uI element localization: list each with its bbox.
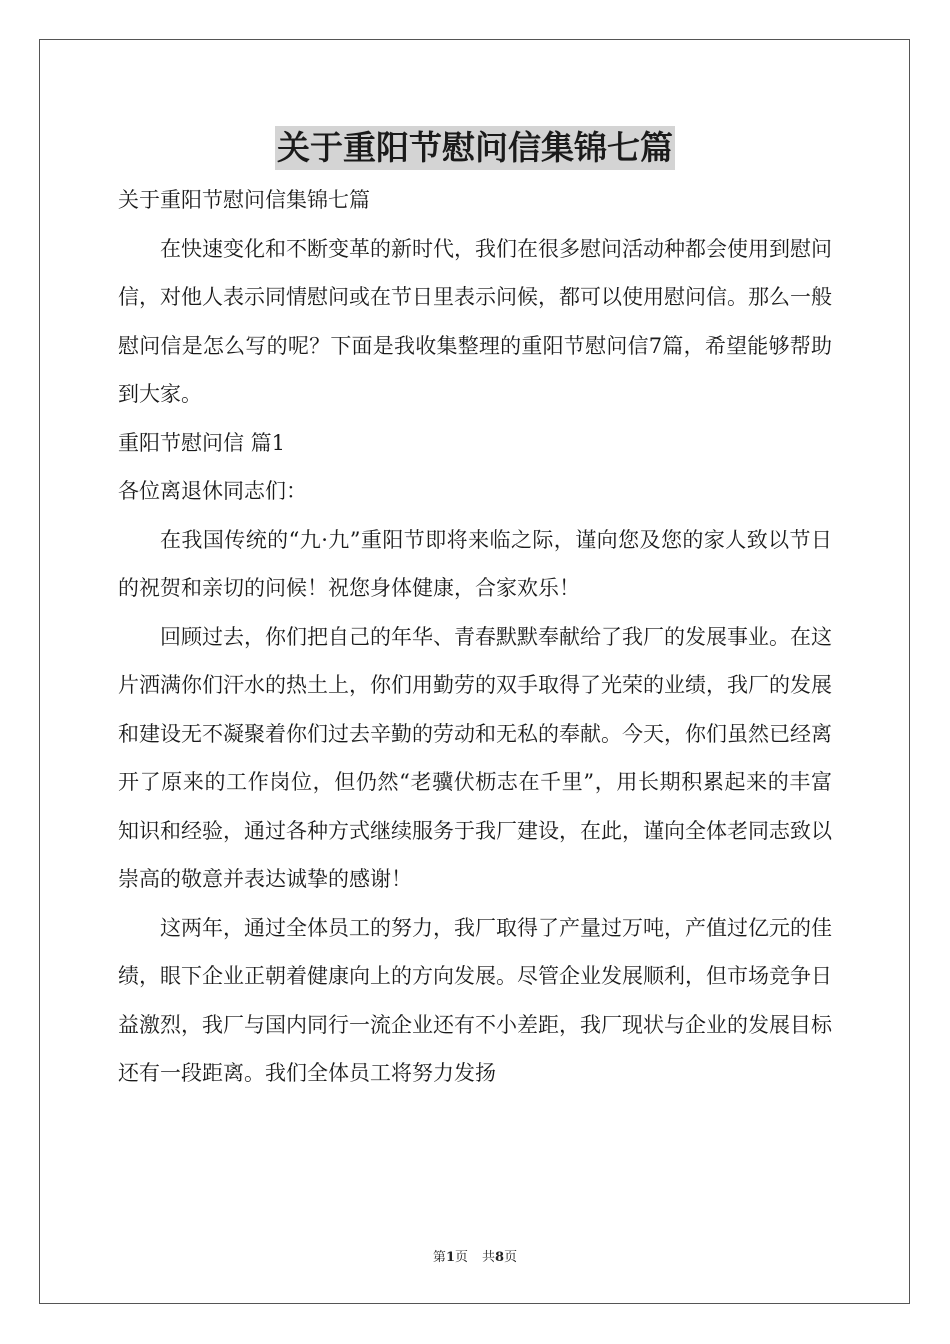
body-paragraph: 回顾过去，你们把自己的年华、青春默默奉献给了我厂的发展事业。在这片洒满你们汗水的热土上，你们用勤劳的双手取得了光荣的业绩，我厂的发展和建设无不凝聚着你们过去辛勤的劳动和无私的奉献。今天，你们虽然已经离开了原来的工作岗位，但仍然“老骥伏枥志在千里”，用长期积累起来的丰富知识和经验，通过各种方式继续服务于我厂建设，在此，谨向全体老同志致以崇高的敬意并表达诚挚的感谢！: [118, 624, 832, 891]
total-suffix: 页: [504, 1250, 518, 1265]
title-container: [0, 126, 950, 170]
subtitle-line: 关于重阳节慰问信集锦七篇: [118, 188, 370, 212]
body-paragraph: 在我国传统的“九·九”重阳节即将来临之际，谨向您及您的家人致以节日的祝贺和亲切的问候！祝您身体健康，合家欢乐！: [118, 527, 832, 600]
total-page-number: 8: [495, 1250, 505, 1265]
salutation: 各位离退休同志们：: [118, 479, 307, 503]
page-suffix: 页: [454, 1250, 468, 1265]
intro-paragraph: 在快速变化和不断变革的新时代，我们在很多慰问活动种都会使用到慰问信，对他人表示同情慰问或在节日里表示问候，都可以使用慰问信。那么一般慰问信是怎么写的呢？下面是我收集整理的重阳节慰问信7篇，希望能够帮助到大家。: [118, 236, 832, 406]
total-prefix: 共: [482, 1250, 496, 1265]
document-body: [118, 176, 832, 1098]
section-heading: 重阳节慰问信 篇1: [118, 430, 286, 455]
current-page-number: 1: [445, 1250, 455, 1265]
page-prefix: 第: [432, 1250, 446, 1265]
page-footer: [0, 1246, 950, 1265]
document-title: 关于重阳节慰问信集锦七篇: [275, 126, 675, 170]
body-paragraph: 这两年，通过全体员工的努力，我厂取得了产量过万吨，产值过亿元的佳绩，眼下企业正朝着健康向上的方向发展。尽管企业发展顺利，但市场竞争日益激烈，我厂与国内同行一流企业还有不小差距，我厂现状与企业的发展目标还有一段距离。我们全体员工将努力发扬: [118, 915, 832, 1085]
